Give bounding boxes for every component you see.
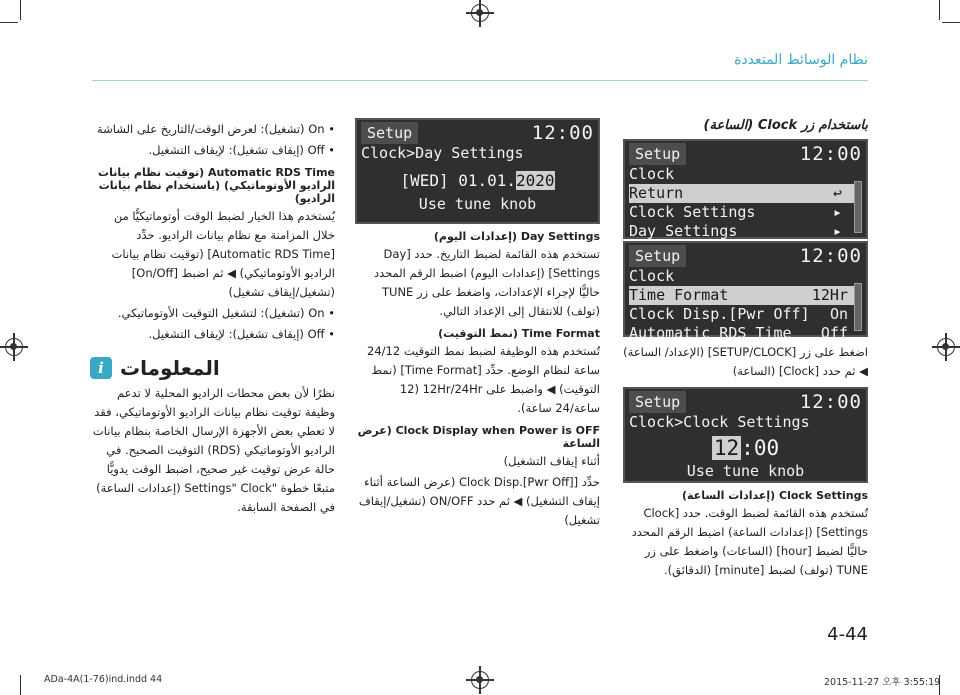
screen-title: Setup <box>629 245 686 267</box>
screen-clock: 12:00 <box>799 143 862 165</box>
menu-row-time-format: Time Format 12Hr <box>629 286 862 305</box>
screen-clock: 12:00 <box>799 391 862 413</box>
clock-settings-text: تُستخدم هذه القائمة لضبط الوقت. حدد [Clock Settings] (إعدادات الساعة) اضبط الرقم المحدد حاليًّا لضبط [hour] (الساعات) واضغط على زر TUNE (تولف) لضبط [minute] (الدقائق). <box>631 506 868 577</box>
clock-set-screen <box>623 387 868 483</box>
crop-mark <box>20 0 21 20</box>
bullet-rds-on: • On (تشغيل): لتشغيل التوقيت الأوتوماتيكي. <box>90 304 335 323</box>
bullet-display-on: • On (تشغيل): لعرض الوقت/التاريخ على الشاشة <box>90 120 335 139</box>
hour-value: 12 <box>713 436 740 460</box>
registration-mark-icon <box>471 4 489 22</box>
registration-mark-icon <box>5 338 23 356</box>
time-editor <box>629 434 862 462</box>
tune-hint: Use tune knob <box>686 462 805 480</box>
middle-column <box>355 118 600 532</box>
registration-mark-icon <box>471 671 489 689</box>
time-format-text: تُستخدم هذه الوظيفة لضبط نمط التوقيت 24/12 ساعة لنظام الوضع. حدِّد [Time Format] (نمط التوقيت) ◀ واضبط على 12Hr/24Hr (12 ساعة/24 ساعة). <box>367 344 600 415</box>
scrollbar <box>854 283 862 331</box>
menu-row-clock-settings: Clock Settings ▸ <box>629 203 842 221</box>
crop-mark <box>942 22 960 23</box>
info-text: نظرًا لأن بعض محطات الراديو المحلية لا تدعم وظيفة توقيت نظام بيانات الراديو الأوتوماتيكي، فقد لا تعطي بعض الأجهزة الإرسال الخاصة بنظام بيانات الراديو الأوتوماتيكي (RDS) التوقيت الصحيح. في حالة عرض توقيت غير صحيح، اضبط الوقت يدويًّا متبعًا خطوة "Settings" Clock (إعدادات الساعة) في الصفحة السابقة. <box>92 386 335 514</box>
date-value: [WED] 01.01. <box>400 171 517 190</box>
clock-intro-text: اضغط على زر [SETUP/CLOCK] (الإعداد/ الساعة) ◀ ثم حدد [Clock] (الساعة) <box>623 345 868 378</box>
screen-title: Setup <box>629 143 686 165</box>
minute-value: :00 <box>741 436 780 460</box>
clock-settings-caption: Clock Settings (إعدادات الساعة) <box>681 489 868 502</box>
info-label: المعلومات <box>120 356 220 380</box>
clock-display-text-2: حدِّد [Clock Disp.[Pwr Off] (عرض الساعة أثناء إيقاف التشغيل) ◀ ثم حدد ON/OFF (تشغيل/إيقاف تشغيل) <box>358 475 600 527</box>
info-icon: i <box>90 357 112 379</box>
return-icon: ↩ <box>832 184 842 202</box>
menu-row: Clock <box>629 165 675 183</box>
screen-clock: 12:00 <box>799 245 862 267</box>
clock-display-caption: Clock Display when Power is OFF (عرض الساعة <box>357 424 600 450</box>
clock-button-heading: باستخدام زر Clock (الساعة) <box>703 118 868 133</box>
crop-mark <box>939 0 940 20</box>
menu-row: Clock <box>629 267 675 285</box>
screen-path: Clock>Clock Settings <box>629 413 810 431</box>
right-column <box>623 118 868 582</box>
rds-time-caption: Automatic RDS Time (توقيت نظام بيانات الراديو الأوتوماتيكي) (باستخدام نظام بيانات الراديو) <box>98 166 335 205</box>
day-set-screen <box>355 118 600 224</box>
scrollbar <box>854 181 862 233</box>
date-editor <box>361 167 594 195</box>
clock-menu-screen <box>623 139 868 239</box>
left-column <box>90 118 335 519</box>
registration-mark-icon <box>937 338 955 356</box>
screen-title: Setup <box>629 391 686 413</box>
section-title: نظام الوسائط المتعددة <box>734 52 868 68</box>
page-number: 4-44 <box>827 624 868 645</box>
crop-mark <box>0 22 18 23</box>
screen-path: Clock>Day Settings <box>361 144 524 162</box>
clock-format-screen <box>623 241 868 342</box>
footer-filename: ADa-4A(1-76)ind.indd 44 <box>44 674 163 685</box>
chevron-right-icon: ▸ <box>832 203 842 221</box>
crop-mark <box>20 675 21 695</box>
menu-row-day-settings: Day Settings ▸ <box>629 222 842 240</box>
menu-row-rds-time: Automatic RDS Time Off <box>629 324 848 342</box>
clock-display-text: أثناء إيقاف التشغيل) <box>503 454 600 468</box>
footer-timestamp: 2015-11-27 오후 3:55:19 <box>824 677 941 688</box>
day-settings-text: تستخدم هذه القائمة لضبط التاريخ. حدد [Day Settings] (إعدادات اليوم) اضبط الرقم المحدد حاليًّا لإجراء الإعدادات، واضغط على زر TUNE (تولف) للانتقال إلى الإعداد التالي. <box>373 247 600 318</box>
time-format-caption: Time Format (نمط التوقيت) <box>438 327 600 340</box>
info-header <box>90 356 335 380</box>
menu-row-return: Return ↩ <box>629 184 862 203</box>
menu-row-clock-disp: Clock Disp.[Pwr Off] On <box>629 305 848 323</box>
day-settings-caption: Day Settings (إعدادات اليوم) <box>433 230 600 243</box>
header-divider <box>92 80 868 81</box>
year-value: 2020 <box>516 171 555 190</box>
screen-clock: 12:00 <box>531 122 594 144</box>
rds-time-text: يُستخدم هذا الخيار لضبط الوقت أوتوماتيكيًّا من خلال المزامنة مع نظام بيانات الراديو. حدِّد [Automatic RDS Time] (توقيت نظام بيانات الراديو الأوتوماتيكي) ◀ ثم اضبط [On/Off] (تشغيل/إيقاف تشغيل) <box>111 209 335 299</box>
chevron-right-icon: ▸ <box>832 222 842 240</box>
screen-title: Setup <box>361 122 418 144</box>
tune-hint: Use tune knob <box>418 195 537 213</box>
bullet-rds-off: • Off (إيقاف تشغيل): لإيقاف التشغيل. <box>90 325 335 344</box>
bullet-display-off: • Off (إيقاف تشغيل): لإيقاف التشغيل. <box>90 141 335 160</box>
